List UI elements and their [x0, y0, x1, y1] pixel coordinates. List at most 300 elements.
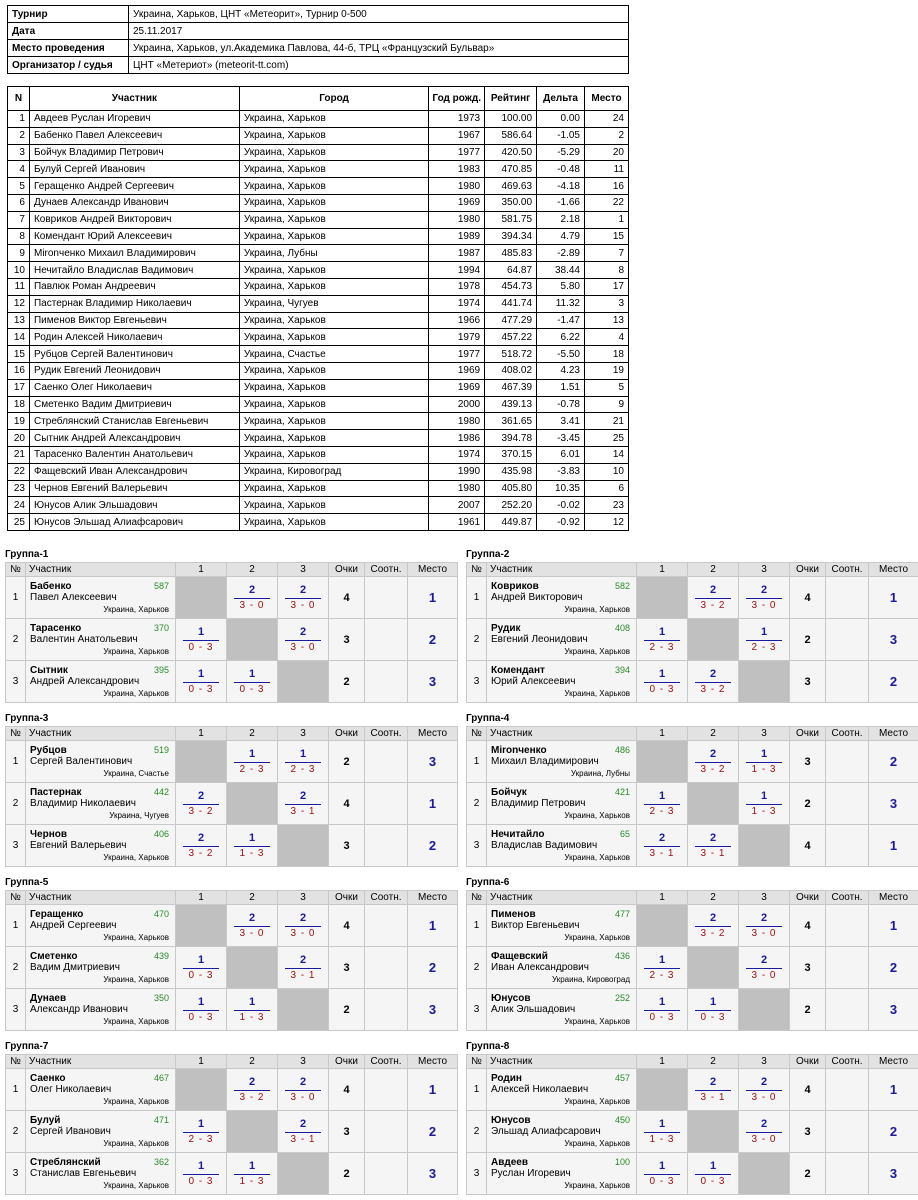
- match-sets: 3 - 1: [290, 805, 316, 817]
- match-score: [695, 668, 731, 696]
- player-info: [26, 784, 175, 824]
- player-points: 2: [329, 989, 365, 1031]
- player-ratio: [826, 577, 869, 619]
- player-first-name: Валентин Анатольевич: [30, 633, 138, 645]
- player-info: [26, 1112, 175, 1152]
- participant-cell: -4.18: [537, 178, 585, 195]
- player-rating: 370: [153, 622, 169, 633]
- player-number: 2: [6, 1111, 26, 1153]
- player-city: Украина, Харьков: [564, 604, 630, 614]
- group-player-row: [6, 577, 458, 619]
- player-ratio: [365, 1069, 408, 1111]
- participant-cell: 467.39: [485, 379, 537, 396]
- match-sets: 3 - 0: [751, 599, 777, 611]
- participant-cell: Булуй Сергей Иванович: [29, 161, 239, 178]
- participant-cell: 1973: [429, 111, 485, 128]
- player-points: 3: [790, 741, 826, 783]
- participant-cell: Рудик Евгений Леонидович: [29, 362, 239, 379]
- player-place: 1: [408, 577, 458, 619]
- match-points: 1: [644, 668, 680, 683]
- info-label: Организатор / судья: [8, 57, 129, 74]
- player-ratio: [365, 905, 408, 947]
- match-result-cell: [688, 741, 739, 783]
- match-sets: 3 - 2: [700, 599, 726, 611]
- match-score: [746, 626, 782, 654]
- match-points: 2: [746, 912, 782, 927]
- player-last-name: Бабенко: [30, 580, 72, 592]
- player-first-name: Сергей Иванович: [30, 1125, 111, 1137]
- match-score: [695, 996, 731, 1024]
- player-last-name: Саенко: [30, 1072, 66, 1084]
- participant-cell: -0.48: [537, 161, 585, 178]
- player-rating: 394: [614, 664, 630, 675]
- player-info: [487, 578, 636, 618]
- group-player-row: [6, 1069, 458, 1111]
- participant-cell: 439.13: [485, 396, 537, 413]
- participant-cell: Комендант Юрий Алексеевич: [29, 228, 239, 245]
- match-sets: 2 - 3: [188, 1133, 214, 1145]
- player-city: Украина, Харьков: [103, 646, 169, 656]
- participants-column-header: Год рожд.: [429, 87, 485, 111]
- player-first-name: Алик Эльшадович: [491, 1003, 576, 1015]
- group-column-header: Очки: [329, 891, 365, 905]
- player-last-name: Сытник: [30, 664, 68, 676]
- self-match-cell: [739, 825, 790, 867]
- player-info: [487, 1154, 636, 1194]
- participant-cell: -1.47: [537, 312, 585, 329]
- info-value: ЦНТ «Метериот» (meteorit-tt.com): [129, 57, 629, 74]
- participant-cell: Родин Алексей Николаевич: [29, 329, 239, 346]
- info-label: Дата: [8, 23, 129, 40]
- participant-row: [8, 312, 629, 329]
- participant-cell: Ковриков Андрей Викторович: [29, 211, 239, 228]
- match-result-cell: [176, 661, 227, 703]
- info-value: 25.11.2017: [129, 23, 629, 40]
- participant-cell: Украина, Харьков: [239, 446, 428, 463]
- player-info: [26, 578, 175, 618]
- player-last-name: Дунаев: [30, 992, 67, 1004]
- participant-row: [8, 144, 629, 161]
- player-place: 3: [869, 989, 918, 1031]
- player-ratio: [826, 825, 869, 867]
- match-sets: 3 - 2: [700, 683, 726, 695]
- participant-cell: 1: [8, 111, 30, 128]
- participant-cell: 2000: [429, 396, 485, 413]
- match-result-cell: [227, 741, 278, 783]
- participant-cell: 1974: [429, 446, 485, 463]
- participant-cell: Нечитайло Владислав Вадимович: [29, 262, 239, 279]
- group-column-header: Участник: [26, 727, 176, 741]
- match-result-cell: [739, 905, 790, 947]
- match-sets: 2 - 3: [649, 641, 675, 653]
- player-number: 2: [467, 1111, 487, 1153]
- match-sets: 3 - 2: [239, 1091, 265, 1103]
- player-rating: 471: [153, 1114, 169, 1125]
- participant-cell: 6: [585, 480, 629, 497]
- match-score: [285, 748, 321, 776]
- participant-cell: Фащевский Иван Александрович: [29, 463, 239, 480]
- participant-cell: 4.79: [537, 228, 585, 245]
- player-rating: 406: [153, 828, 169, 839]
- match-result-cell: [176, 1111, 227, 1153]
- group-header-row: [467, 1055, 918, 1069]
- group-player-row: [467, 741, 918, 783]
- match-result-cell: [278, 905, 329, 947]
- participant-cell: Украина, Харьков: [239, 111, 428, 128]
- participant-cell: 1994: [429, 262, 485, 279]
- match-score: [183, 668, 219, 696]
- player-first-name: Олег Николаевич: [30, 1083, 112, 1095]
- participant-cell: Бабенко Павел Алексеевич: [29, 127, 239, 144]
- player-rating: 439: [153, 950, 169, 961]
- group-title: Группа-4: [466, 713, 510, 724]
- self-match-cell: [278, 825, 329, 867]
- self-match-cell: [227, 947, 278, 989]
- participant-cell: Мironченко Михаил Владимирович: [29, 245, 239, 262]
- self-match-cell: [637, 741, 688, 783]
- participant-row: [8, 211, 629, 228]
- participant-cell: 1990: [429, 463, 485, 480]
- group-block: [5, 548, 457, 703]
- player-cell: [26, 947, 176, 989]
- group-column-header: Участник: [487, 727, 637, 741]
- player-ratio: [826, 661, 869, 703]
- player-rating: 395: [153, 664, 169, 675]
- group-header-row: [467, 727, 918, 741]
- player-cell: [26, 741, 176, 783]
- participant-cell: 1987: [429, 245, 485, 262]
- player-points: 2: [329, 741, 365, 783]
- participant-cell: 1967: [429, 127, 485, 144]
- match-points: 2: [746, 584, 782, 599]
- participant-cell: 10.35: [537, 480, 585, 497]
- match-result-cell: [278, 783, 329, 825]
- tournament-info-table: [7, 5, 629, 74]
- match-points: 2: [695, 912, 731, 927]
- match-result-cell: [637, 1153, 688, 1195]
- participant-cell: 1966: [429, 312, 485, 329]
- group-table: [466, 1054, 918, 1195]
- group-column-header: 2: [227, 727, 278, 741]
- participant-cell: 2.18: [537, 211, 585, 228]
- group-table: [466, 562, 918, 703]
- group-table: [5, 1054, 458, 1195]
- group-column-header: Очки: [790, 727, 826, 741]
- player-last-name: Пименов: [491, 908, 536, 920]
- group-column-header: 3: [278, 727, 329, 741]
- group-column-header: Очки: [790, 563, 826, 577]
- participant-cell: Рубцов Сергей Валентинович: [29, 346, 239, 363]
- player-cell: [26, 661, 176, 703]
- participant-cell: -1.66: [537, 194, 585, 211]
- match-sets: 1 - 3: [239, 847, 265, 859]
- self-match-cell: [688, 619, 739, 661]
- match-points: 1: [746, 790, 782, 805]
- participant-cell: 1980: [429, 211, 485, 228]
- player-city: Украина, Харьков: [564, 1016, 630, 1026]
- match-points: 2: [746, 1076, 782, 1091]
- group-column-header: 2: [227, 891, 278, 905]
- match-sets: 3 - 1: [700, 847, 726, 859]
- participant-cell: 23: [8, 480, 30, 497]
- participant-cell: 1969: [429, 194, 485, 211]
- player-first-name: Владимир Николаевич: [30, 797, 136, 809]
- match-result-cell: [176, 1153, 227, 1195]
- player-city: Украина, Харьков: [103, 852, 169, 862]
- participant-cell: Юнусов Алик Эльшадович: [29, 497, 239, 514]
- match-score: [234, 748, 270, 776]
- participant-cell: Украина, Харьков: [239, 194, 428, 211]
- match-score: [234, 832, 270, 860]
- match-sets: 0 - 3: [188, 641, 214, 653]
- participant-cell: 470.85: [485, 161, 537, 178]
- group-block: [466, 548, 918, 703]
- match-result-cell: [176, 783, 227, 825]
- player-info: [487, 1112, 636, 1152]
- participant-cell: -2.89: [537, 245, 585, 262]
- participant-row: [8, 111, 629, 128]
- group-column-header: Очки: [790, 1055, 826, 1069]
- match-result-cell: [739, 1069, 790, 1111]
- group-column-header: 2: [688, 727, 739, 741]
- participant-cell: Юнусов Эльшад Алиафсарович: [29, 514, 239, 531]
- group-column-header: 1: [637, 727, 688, 741]
- participant-cell: Тарасенко Валентин Анатольевич: [29, 446, 239, 463]
- player-cell: [26, 619, 176, 661]
- player-points: 4: [329, 1069, 365, 1111]
- group-block: [5, 1040, 457, 1195]
- player-rating: 362: [153, 1156, 169, 1167]
- group-column-header: №: [467, 891, 487, 905]
- match-result-cell: [637, 783, 688, 825]
- player-number: 2: [467, 783, 487, 825]
- player-place: 2: [408, 825, 458, 867]
- player-place: 2: [408, 619, 458, 661]
- player-rating: 65: [619, 828, 630, 839]
- player-last-name: Геращенко: [30, 908, 84, 920]
- group-block: [466, 712, 918, 867]
- player-city: Украина, Харьков: [103, 1016, 169, 1026]
- participant-cell: Украина, Чугуев: [239, 295, 428, 312]
- group-header-row: [6, 563, 458, 577]
- self-match-cell: [688, 1111, 739, 1153]
- player-cell: [487, 619, 637, 661]
- player-place: 1: [408, 905, 458, 947]
- participant-cell: 1: [585, 211, 629, 228]
- match-result-cell: [739, 741, 790, 783]
- player-rating: 436: [614, 950, 630, 961]
- participant-row: [8, 245, 629, 262]
- player-last-name: Булуй: [30, 1114, 61, 1126]
- match-result-cell: [739, 783, 790, 825]
- participant-cell: 394.34: [485, 228, 537, 245]
- match-result-cell: [278, 619, 329, 661]
- match-points: 1: [234, 832, 270, 847]
- match-score: [644, 790, 680, 818]
- match-sets: 3 - 2: [700, 763, 726, 775]
- participant-cell: 405.80: [485, 480, 537, 497]
- participant-cell: 6.01: [537, 446, 585, 463]
- match-score: [183, 832, 219, 860]
- participant-row: [8, 514, 629, 531]
- player-info: [487, 948, 636, 988]
- participant-cell: Саенко Олег Николаевич: [29, 379, 239, 396]
- participant-cell: Украина, Харьков: [239, 497, 428, 514]
- player-city: Украина, Харьков: [103, 932, 169, 942]
- participant-cell: Стреблянский Станислав Евгеньевич: [29, 413, 239, 430]
- match-points: 1: [695, 1160, 731, 1175]
- participant-cell: Украина, Харьков: [239, 514, 428, 531]
- match-score: [285, 584, 321, 612]
- participant-cell: 485.83: [485, 245, 537, 262]
- participant-cell: 1978: [429, 278, 485, 295]
- group-player-row: [467, 947, 918, 989]
- match-points: 2: [746, 1118, 782, 1133]
- match-score: [285, 1118, 321, 1146]
- participant-cell: 457.22: [485, 329, 537, 346]
- player-first-name: Станислав Евгеньевич: [30, 1167, 137, 1179]
- player-place: 2: [869, 741, 918, 783]
- self-match-cell: [176, 905, 227, 947]
- player-ratio: [365, 661, 408, 703]
- match-result-cell: [176, 825, 227, 867]
- player-last-name: Рубцов: [30, 744, 67, 756]
- participant-cell: 252.20: [485, 497, 537, 514]
- player-first-name: Руслан Игоревич: [491, 1167, 571, 1179]
- participant-row: [8, 278, 629, 295]
- participant-cell: 7: [8, 211, 30, 228]
- group-player-row: [467, 619, 918, 661]
- match-sets: 3 - 0: [751, 1091, 777, 1103]
- participant-cell: Пастернак Владимир Николаевич: [29, 295, 239, 312]
- player-first-name: Александр Иванович: [30, 1003, 128, 1015]
- player-ratio: [826, 783, 869, 825]
- participant-cell: 18: [585, 346, 629, 363]
- participant-cell: 1961: [429, 514, 485, 531]
- participant-cell: 1986: [429, 430, 485, 447]
- group-column-header: Участник: [26, 563, 176, 577]
- match-sets: 3 - 0: [290, 641, 316, 653]
- participant-cell: 1974: [429, 295, 485, 312]
- participant-cell: -1.05: [537, 127, 585, 144]
- participant-row: [8, 295, 629, 312]
- self-match-cell: [739, 989, 790, 1031]
- match-result-cell: [637, 619, 688, 661]
- group-title: Группа-8: [466, 1041, 510, 1052]
- player-cell: [26, 1153, 176, 1195]
- participant-cell: 8: [8, 228, 30, 245]
- match-sets: 3 - 1: [700, 1091, 726, 1103]
- group-column-header: Соотн.: [826, 1055, 869, 1069]
- participant-cell: Украина, Харьков: [239, 262, 428, 279]
- participant-cell: 11: [8, 278, 30, 295]
- match-result-cell: [688, 905, 739, 947]
- participant-cell: Украина, Лубны: [239, 245, 428, 262]
- match-sets: 0 - 3: [649, 1011, 675, 1023]
- match-result-cell: [278, 1069, 329, 1111]
- match-sets: 3 - 1: [290, 1133, 316, 1145]
- match-sets: 3 - 1: [649, 847, 675, 859]
- participant-cell: 100.00: [485, 111, 537, 128]
- player-ratio: [826, 741, 869, 783]
- participant-cell: 1989: [429, 228, 485, 245]
- player-last-name: Стреблянский: [30, 1156, 101, 1168]
- group-column-header: Очки: [329, 727, 365, 741]
- match-sets: 0 - 3: [700, 1011, 726, 1023]
- player-points: 4: [329, 905, 365, 947]
- group-column-header: Место: [869, 563, 918, 577]
- player-city: Украина, Харьков: [564, 810, 630, 820]
- self-match-cell: [227, 783, 278, 825]
- group-header-row: [467, 891, 918, 905]
- participants-column-header: Рейтинг: [485, 87, 537, 111]
- participant-cell: 361.65: [485, 413, 537, 430]
- player-city: Украина, Харьков: [564, 688, 630, 698]
- player-first-name: Алексей Николаевич: [491, 1083, 589, 1095]
- match-points: 2: [285, 1118, 321, 1133]
- participant-cell: 12: [8, 295, 30, 312]
- participant-row: [8, 396, 629, 413]
- participant-cell: 16: [585, 178, 629, 195]
- participants-column-header: N: [8, 87, 30, 111]
- player-ratio: [826, 619, 869, 661]
- participant-row: [8, 194, 629, 211]
- match-points: 2: [234, 584, 270, 599]
- player-info: [487, 906, 636, 946]
- group-column-header: 3: [739, 891, 790, 905]
- match-sets: 0 - 3: [649, 1175, 675, 1187]
- player-number: 1: [467, 1069, 487, 1111]
- player-rating: 457: [614, 1072, 630, 1083]
- player-info: [487, 620, 636, 660]
- group-column-header: 2: [227, 1055, 278, 1069]
- match-points: 1: [234, 996, 270, 1011]
- player-city: Украина, Харьков: [564, 852, 630, 862]
- match-points: 2: [695, 1076, 731, 1091]
- group-column-header: Место: [408, 563, 458, 577]
- group-title: Группа-2: [466, 549, 510, 560]
- participant-cell: 477.29: [485, 312, 537, 329]
- participant-cell: 9: [585, 396, 629, 413]
- player-ratio: [365, 989, 408, 1031]
- group-player-row: [6, 783, 458, 825]
- participant-cell: Дунаев Александр Иванович: [29, 194, 239, 211]
- player-points: 2: [329, 661, 365, 703]
- player-cell: [26, 989, 176, 1031]
- group-player-row: [6, 905, 458, 947]
- player-points: 2: [790, 619, 826, 661]
- participant-cell: 22: [8, 463, 30, 480]
- group-column-header: 1: [176, 891, 227, 905]
- group-block: [466, 1040, 918, 1195]
- match-score: [234, 1076, 270, 1104]
- match-result-cell: [227, 661, 278, 703]
- player-cell: [26, 905, 176, 947]
- match-score: [695, 912, 731, 940]
- info-row: [8, 40, 629, 57]
- group-column-header: Место: [408, 1055, 458, 1069]
- player-cell: [26, 577, 176, 619]
- group-player-row: [467, 1153, 918, 1195]
- player-city: Украина, Харьков: [564, 646, 630, 656]
- player-number: 3: [467, 1153, 487, 1195]
- group-title: Группа-7: [5, 1041, 49, 1052]
- match-points: 1: [183, 954, 219, 969]
- player-points: 3: [790, 661, 826, 703]
- group-player-row: [6, 1153, 458, 1195]
- match-score: [285, 954, 321, 982]
- player-number: 1: [467, 741, 487, 783]
